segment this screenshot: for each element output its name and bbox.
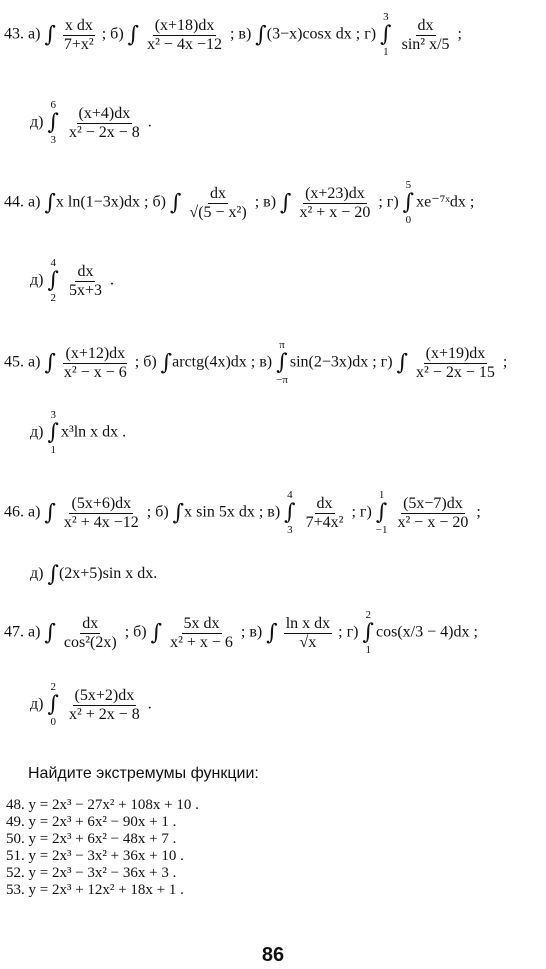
integral-sign: ∫ [396,350,409,376]
label-v: ; в) [258,503,281,521]
label-g: ; г) [372,353,393,371]
integral-sign: ∫ [169,190,182,216]
list-item: 50. y = 2x³ + 6x² − 48x + 7 . [6,831,177,847]
fraction: $\frac{dx}{\text{cos²(2x)}}$ [63,614,117,651]
fraction: $\frac{(x+19)dx}{\text{x² − 2x − 15}}$ [416,344,495,381]
label-d: д) [30,113,44,131]
integral-sign: ∫ [47,562,59,587]
list-item: 52. y = 2x³ − 3x² − 36x + 3 . [6,865,177,881]
fraction: $\frac{dx}{\text{√(5 − x²)}}$ [189,184,247,221]
label-g: ; г) [355,25,377,43]
fraction: $\frac{dx}{\text{7+4x²}}$ [305,494,344,531]
problem-43-row1: 43. а) ∫ $\frac{\text{x dx}}{\text{7+x²}}$ ; б) ∫ $\frac{(x+18)dx}{\text{x² − 4x −12}}$ ; в) ∫(3−x)cosx dx ; г) 3 ∫ 1 $\frac{dx}{\text{sin² x/5}}$ ; [4,11,462,58]
problem-number: 46. [4,503,24,521]
list-item: 51. y = 2x³ − 3x² + 36x + 10 . [6,848,184,864]
label-a: а) [28,353,41,371]
problem-number: 47. [4,623,24,641]
fraction: $\frac{\text{x dx}}{\text{7+x²}}$ [63,16,94,53]
label-g: ; г) [351,503,372,521]
integral-sign: ∫ [44,620,56,646]
label-v: ; в) [254,193,277,211]
list-item: 53. y = 2x³ + 12x² + 18x + 1 . [6,882,184,898]
problem-43-row2: д) 6 ∫ 3 $\frac{(x+4)dx}{\text{x² − 2x − 8}}$ . [30,99,152,146]
integral-sign: ∫ [280,190,292,216]
problem-number: 45. [4,353,24,371]
problem-46-row1: 46. а) ∫ $\frac{(5x+6)dx}{\text{x² + 4x −12}}$ ; б) ∫x sin 5x dx ; в) 4 ∫ 3 $\frac{dx}{\text{7+4x²}}$ ; г) 1 ∫ −1 $\frac{(5x-7)dx}{\text{x² − x − 20}}$ ; [4,489,481,536]
definite-integral: 3 ∫ 1 [47,409,59,456]
fraction: $\frac{dx}{\text{sin² x/5}}$ [401,16,450,53]
label-d: д) [30,271,44,289]
list-item: 48. y = 2x³ − 27x² + 108x + 10 . [6,797,199,813]
definite-integral: π ∫ −π [276,339,288,386]
definite-integral: 4 ∫ 2 [47,257,59,304]
label-a: а) [28,503,41,521]
definite-integral: 3 ∫ 1 [380,11,392,58]
label-b: ; б) [134,353,157,371]
label-a: а) [28,623,41,641]
expr: (3−x)cosx dx [266,25,352,43]
label-g: ; г) [378,193,399,211]
label-b: ; б) [146,503,169,521]
label-d: д) [30,695,44,713]
definite-integral: 5 ∫ 0 [402,179,415,226]
integral-sign: ∫ [150,620,163,646]
fraction: $\frac{(5x+6)dx}{\text{x² + 4x −12}}$ [63,494,139,531]
label-v: ; в) [250,353,273,371]
expr: sin(2−3x)dx [289,353,369,371]
fraction: $\frac{(x+12)dx}{\text{x² − x − 6}}$ [63,344,127,381]
expr: x sin 5x dx [184,503,255,521]
fraction: $\frac{(x+18)dx}{\text{x² − 4x −12}}$ [147,16,222,53]
label-v: ; в) [229,25,252,43]
integral-sign: ∫ [266,620,278,646]
expr: x ln(1−3x)dx [55,193,141,211]
label-a: а) [28,25,41,43]
problem-44-row1 [4,180,474,226]
fraction: $\frac{(5x+2)dx}{\text{x² + 2x − 8}}$ [68,686,140,723]
integral-sign: ∫ [255,22,267,48]
label-a: а) [28,193,41,211]
definite-integral: 2 ∫ 1 [362,609,374,656]
integral-sign: ∫ [127,22,140,48]
integral-sign: ∫ [44,22,56,48]
integral-sign: ∫ [44,190,56,216]
problem-44-row2: д) 4 ∫ 2 $\frac{dx}{5x+3}$ . [30,257,114,304]
definite-integral: 1 ∫ −1 [375,489,388,536]
integral-sign: ∫ [44,350,56,376]
expr: arctg(4x)dx [172,353,247,371]
label-b: ; б) [124,623,147,641]
expr: x³ln x dx . [60,423,127,441]
list-item: 49. y = 2x³ + 6x² − 90x + 1 . [6,814,177,830]
problem-45-row2 [30,410,126,456]
problem-number: 44. [4,193,24,211]
fraction: $\frac{\text{5x dx}}{\text{x² + x − 6}}$ [170,614,233,651]
definite-integral: 4 ∫ 3 [284,489,296,536]
label-d: д) [30,565,44,583]
label-v: ; в) [240,623,263,641]
problem-45-row1: 45. а) ∫ $\frac{(x+12)dx}{\text{x² − x − 6}}$ ; б) ∫arctg(4x)dx ; в) π ∫ −π sin(2−3x)dx ; г) ∫ $\frac{(x+19)dx}{\text{x² − 2x − 15}}$ ; [4,339,508,386]
problem-number: 43. [4,25,24,43]
fraction: $\frac{(x+4)dx}{\text{x² − 2x − 8}}$ [68,104,140,141]
fraction: $\frac{(5x-7)dx}{\text{x² − x − 20}}$ [397,494,469,531]
label-b: ; б) [144,193,166,211]
problem-46-row2 [30,562,157,587]
integral-sign: ∫ [44,500,56,526]
label-d: д) [30,423,44,441]
label-g: ; г) [338,623,359,641]
problem-47-row1 [4,610,478,656]
integral-sign: ∫ [172,500,185,526]
definite-integral: 6 ∫ 3 [47,99,59,146]
expr: (2x+5)sin x dx. [58,565,158,583]
problem-47-row2: д) 2 ∫ 0 $\frac{(5x+2)dx}{\text{x² + 2x − 8}}$ . [30,681,152,728]
page-number: 86 [261,944,285,966]
label-b: ; б) [101,25,124,43]
extrema-list [6,797,199,899]
expr: xe⁻⁷ˣdx ; [416,193,475,211]
section-heading: Найдите экстремумы функции: [28,765,259,782]
fraction: $\frac{dx}{5x+3}$ [68,262,102,299]
definite-integral: 2 ∫ 0 [47,681,59,728]
expr: cos(x/3 − 4)dx ; [375,623,478,641]
fraction: $\frac{\text{ln x dx}}{√x}$ [285,614,331,651]
integral-sign: ∫ [160,350,173,376]
fraction: $\frac{(x+23)dx}{\text{x² + x − 20}}$ [299,184,371,221]
